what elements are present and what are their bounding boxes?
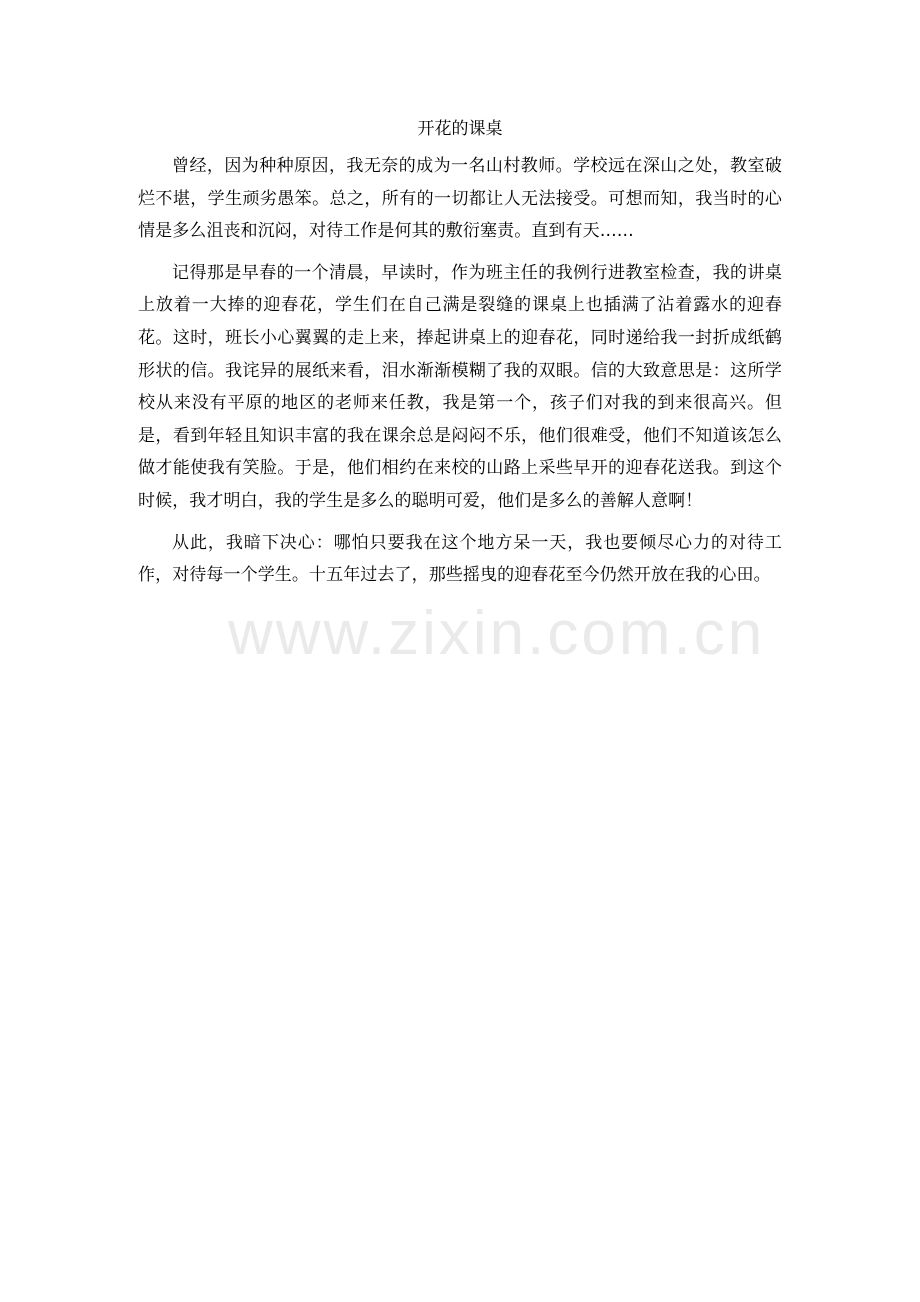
article-title: 开花的课桌 [417,119,503,139]
watermark: www.zixin.com.cn [228,599,766,668]
paragraph-1: 曾经，因为种种原因，我无奈的成为一名山村教师。学校远在深山之处，教室破烂不堪，学生顽劣愚笨。总之，所有的一切都让人无法接受。可想而知，我当时的心情是多么沮丧和沉闷，对待工作是何其的敷衍塞责。直到有天…… [138,156,782,242]
paragraph-3: 从此，我暗下决心：哪怕只要我在这个地方呆一天，我也要倾尽心力的对待工作，对待每一个学生。十五年过去了，那些摇曳的迎春花至今仍然开放在我的心田。 [138,532,782,586]
paragraph-2: 记得那是早春的一个清晨，早读时，作为班主任的我例行进教室检查，我的讲桌上放着一大捧的迎春花，学生们在自己满是裂缝的课桌上也插满了沾着露水的迎春花。这时，班长小心翼翼的走上来，捧起讲桌上的迎春花，同时递给我一封折成纸鹤形状的信。我诧异的展纸来看，泪水渐渐模糊了我的双眼。信的大致意思是：这所学校从来没有平原的地区的老师来任教，我是第一个，孩子们对我的到来很高兴。但是，看到年轻且知识丰富的我在课余总是闷闷不乐，他们很难受，他们不知道该怎么做才能使我有笑脸。于是，他们相约在来校的山路上采些早开的迎春花送我。到这个时候，我才明白，我的学生是多么的聪明可爱，他们是多么的善解人意啊！ [138,262,782,511]
article [138,112,782,601]
